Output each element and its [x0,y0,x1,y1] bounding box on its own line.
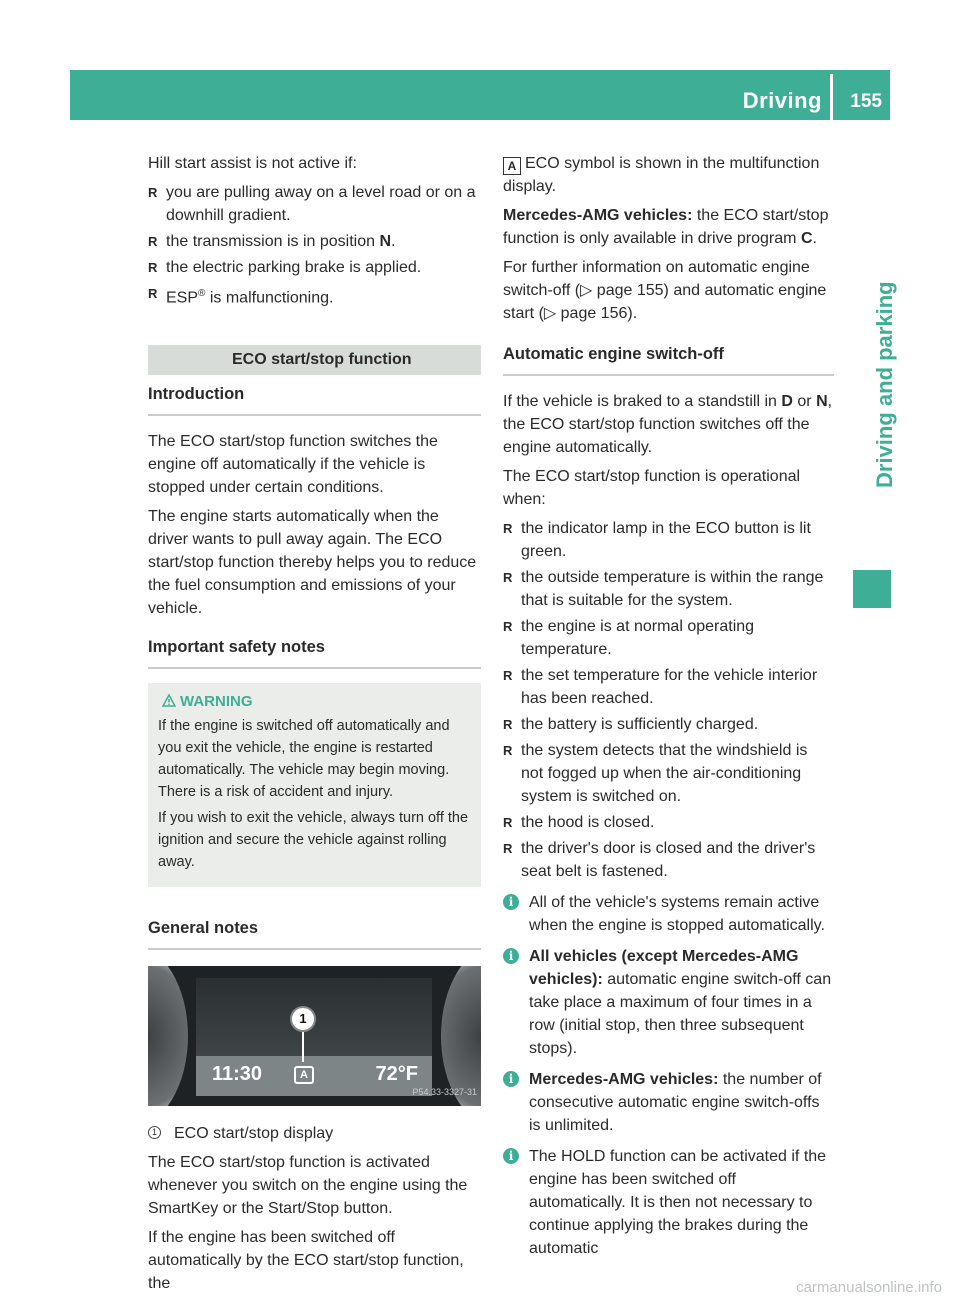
figure-code: P54.33-3327-31 [412,1087,477,1098]
subheading-safety: Important safety notes [148,628,481,669]
section-title: ECO start/stop function [148,345,481,375]
left-gauge [148,966,188,1106]
gear-n: N [379,233,391,250]
watermark: carmanualsonline.info [796,1279,942,1296]
warning-box [148,683,481,887]
list-item: R the hood is closed. [503,811,834,834]
callout-legend: 1 ECO start/stop display [148,1122,481,1145]
subheading-general: General notes [148,909,481,950]
eco-symbol-line: A ECO symbol is shown in the multifunction display. [503,155,820,195]
list-item: R the set temperature for the vehicle interior has been reached. [503,664,834,710]
info-icon: i [503,894,519,910]
subheading-switch-off: Automatic engine switch-off [503,335,834,376]
display-time: 11:30 [212,1063,263,1086]
list-item: R the driver's door is closed and the driver's seat belt is fastened. [503,837,834,883]
list-item: R the indicator lamp in the ECO button is lit green. [503,517,834,563]
list-item: R the battery is sufficiently charged. [503,713,834,736]
display-temperature: 72°F [375,1063,418,1086]
list-item: R you are pulling away on a level road or on a downhill gradient. [148,181,481,227]
info-note: i All vehicles (except Mercedes-AMG vehicles): automatic engine switch-off can take place a maximum of four times in a row (initial stop, then three subsequent stops). [503,945,834,1060]
eco-symbol-icon: A [294,1066,314,1084]
callout-line [302,1032,304,1062]
subheading-introduction: Introduction [148,375,481,416]
page-number: 155 [850,91,882,112]
registered-mark: ® [198,288,206,299]
header-divider [830,74,833,120]
multifunction-display [196,978,432,1096]
side-tab-label: Driving and parking [872,281,897,488]
right-column [503,152,834,1268]
info-icon: i [503,948,519,964]
general-paragraph: The ECO start/stop function is activated whenever you switch on the engine using the SmartKey or the Start/Stop button. [148,1154,468,1218]
eco-symbol-icon: A [503,157,521,175]
instrument-cluster-image [148,966,481,1106]
intro-paragraph: The engine starts automatically when the driver wants to pull away again. The ECO start/stop function thereby helps you to reduce the fuel consumption and emissions of your vehicle. [148,508,477,618]
info-icon: i [503,1148,519,1164]
side-tab-block [853,570,891,608]
list-item: R the transmission is in position N. [148,230,481,253]
chapter-title: Driving [742,88,822,113]
hill-intro: Hill start assist is not active if: [148,155,357,172]
further-info-paragraph: For further information on automatic engine switch-off (▷ page 155) and automatic engine start (▷ page 156). [503,259,827,322]
braked-paragraph: If the vehicle is braked to a standstill in D or N, the ECO start/stop function switches off the engine automatically. [503,393,833,456]
callout-number-icon: 1 [148,1126,161,1139]
operational-paragraph: The ECO start/stop function is operational when: [503,468,801,508]
list-item: R the outside temperature is within the range that is suitable for the system. [503,566,834,612]
info-note: i All of the vehicle's systems remain active when the engine is stopped automatically. [503,891,834,937]
info-icon: i [503,1071,519,1087]
warning-text: If you wish to exit the vehicle, always turn off the ignition and secure the vehicle against rolling away. [158,810,469,871]
callout-marker: 1 [290,1006,316,1032]
general-paragraph: If the engine has been switched off automatically by the ECO start/stop function, the [148,1229,464,1293]
warning-header: WARNING [158,691,473,713]
left-column [148,152,481,1301]
warning-text: If the engine is switched off automatically and you exit the vehicle, the engine is restarted automatically. The vehicle may begin moving. There is a risk of accident and injury. [158,718,450,801]
info-note: i The HOLD function can be activated if the engine has been switched off automatically. It is then not necessary to continue applying the brakes during the automatic [503,1145,834,1260]
info-note: i Mercedes-AMG vehicles: the number of consecutive automatic engine switch-offs is unlimited. [503,1068,834,1137]
page-header [70,70,890,120]
list-item: R the engine is at normal operating temperature. [503,615,834,661]
warning-triangle-icon [162,694,176,707]
list-item: R the electric parking brake is applied. [148,256,481,279]
intro-paragraph: The ECO start/stop function switches the engine off automatically if the vehicle is stopped under certain conditions. [148,433,438,497]
list-item: R the system detects that the windshield is not fogged up when the air-conditioning system is switched on. [503,739,834,808]
amg-paragraph: Mercedes-AMG vehicles: the ECO start/stop function is only available in drive program C. [503,207,829,247]
list-item: R ESP® is malfunctioning. [148,282,481,309]
